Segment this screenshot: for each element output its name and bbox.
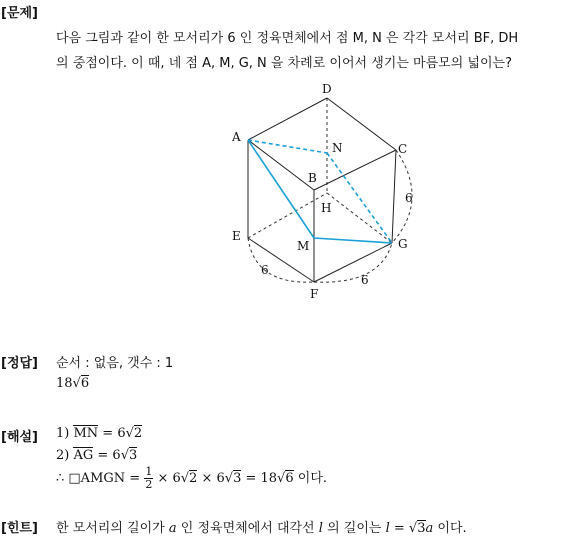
hint-part-5: 이다.: [433, 521, 467, 536]
edge-fg: [314, 243, 392, 282]
hint-eq: =: [389, 521, 409, 536]
rhombus-an: [248, 140, 327, 153]
explanation-step-1: [56, 426, 142, 441]
answer-value: [56, 376, 89, 391]
edge-hg: [327, 193, 392, 243]
step-3-radicand-3: 6: [285, 471, 294, 486]
answer-radicand: 6: [80, 376, 90, 391]
step-3-mid-3: = 18: [241, 471, 278, 486]
label-e: E: [232, 229, 241, 243]
rhombus-ng: [327, 153, 392, 243]
sqrt-sign: √: [277, 471, 286, 486]
problem-tag: [문제]: [1, 6, 38, 21]
step-1-prefix: 1): [56, 426, 74, 441]
sqrt-sign: √: [72, 376, 81, 391]
label-d: D: [322, 82, 332, 96]
label-a: A: [232, 130, 241, 144]
step-3-mid-2: × 6: [197, 471, 225, 486]
hint-var-l-2: l: [385, 521, 390, 536]
hint-part-3: 의 길이는: [322, 521, 386, 536]
edge-ab: [248, 140, 314, 190]
explanation-step-2: [56, 448, 137, 463]
hint-var-a-2: a: [425, 521, 434, 536]
step-2-radicand: 3: [129, 448, 138, 463]
step-3-radicand-2: 3: [233, 471, 242, 486]
label-c: C: [398, 142, 408, 156]
hint-radicand: 3: [417, 521, 426, 536]
hint-line: [56, 517, 467, 536]
fraction-numerator: 1: [145, 465, 153, 478]
sqrt-sign: √: [120, 448, 129, 463]
step-3-prefix: ∴ □AMGN =: [56, 471, 145, 486]
length-label-cg: 6: [405, 191, 413, 205]
segment-ag: AG: [73, 448, 94, 463]
answer-line-1: 순서 : 없음, 갯수 : 1: [56, 356, 174, 371]
label-m: M: [297, 239, 310, 253]
explanation-tag: [해설]: [1, 430, 38, 445]
label-b: B: [308, 171, 317, 185]
step-3-suffix: 이다.: [293, 471, 328, 486]
answer-tag: [정답]: [1, 356, 38, 371]
segment-mn: MN: [73, 426, 99, 441]
label-g: G: [398, 237, 408, 251]
hint-tag: [힌트]: [1, 521, 38, 536]
explanation-step-3: [56, 466, 327, 492]
hint-var-l: l: [318, 521, 323, 536]
step-2-eq: = 6: [93, 448, 121, 463]
fraction-half: [144, 466, 153, 491]
step-3-mid-1: × 6: [153, 471, 181, 486]
sqrt-sign: √: [125, 426, 134, 441]
rhombus-mg: [314, 238, 392, 243]
label-h: H: [321, 201, 332, 215]
sqrt-sign: √: [224, 471, 234, 486]
hint-var-a: a: [168, 521, 177, 536]
answer-coef: 18: [56, 376, 73, 391]
label-f: F: [310, 287, 319, 301]
step-2-prefix: 2): [56, 448, 74, 463]
hint-part-1: 한 모서리의 길이가: [56, 521, 169, 536]
step-3-radicand-1: 2: [189, 471, 198, 486]
length-label-fg: 6: [361, 273, 369, 287]
length-label-ef: 6: [261, 263, 269, 277]
problem-line-1: 다음 그림과 같이 한 모서리가 6 인 정육면체에서 점 M, N 은 각각 모서리 BF, DH: [56, 31, 519, 46]
sqrt-sign: √: [408, 521, 418, 536]
edge-cg: [392, 150, 396, 243]
edge-ad: [248, 98, 327, 140]
sqrt-sign: √: [180, 471, 190, 486]
step-1-radicand: 2: [133, 426, 143, 441]
label-n: N: [332, 141, 343, 155]
fraction-denominator: 2: [145, 478, 153, 491]
edge-bc: [314, 150, 396, 190]
step-1-eq: = 6: [98, 426, 126, 441]
rhombus-am: [248, 140, 314, 238]
problem-line-2: 의 중점이다. 이 때, 네 점 A, M, G, N 을 차례로 이어서 생기는 마름모의 넓이는?: [56, 56, 512, 71]
hint-part-2: 인 정육면체에서 대각선: [176, 521, 319, 536]
